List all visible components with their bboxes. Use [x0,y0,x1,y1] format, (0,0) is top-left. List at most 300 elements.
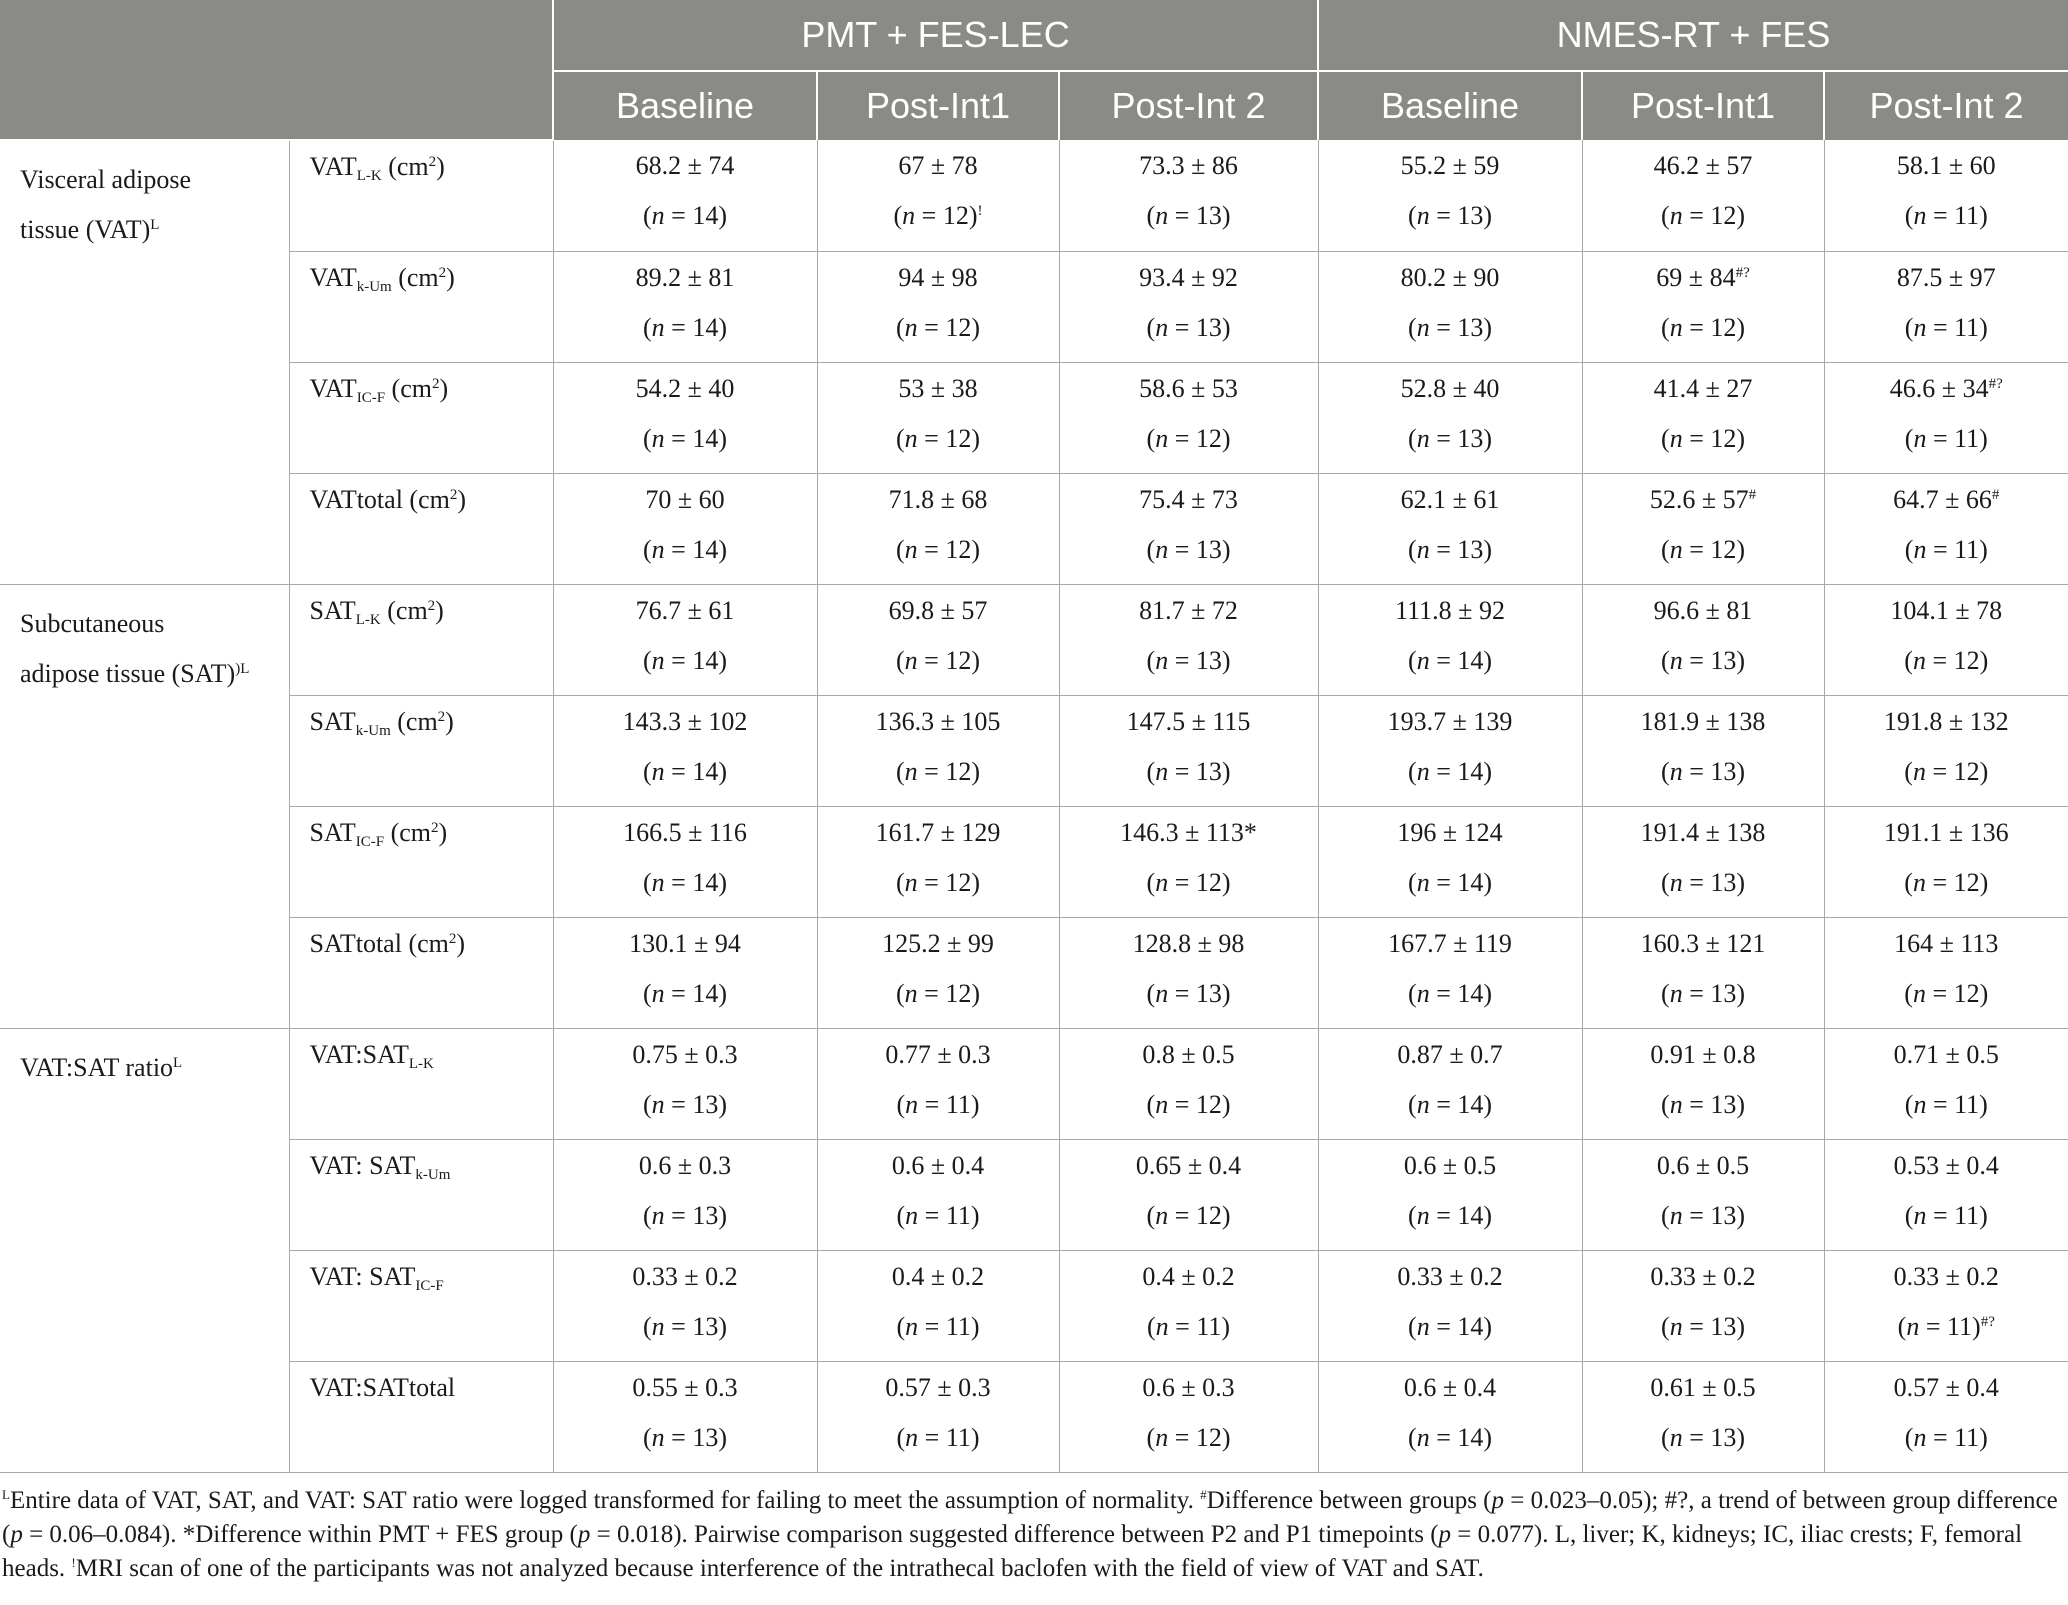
cell-n-value: = 12) [1925,978,1989,1008]
cell-n-open: ( [1146,978,1156,1008]
cell-value: 55.2 ± 59 [1400,151,1500,180]
cell-value: 41.4 ± 27 [1653,373,1753,403]
measure-unit-sup: 2 [438,264,447,281]
cell-value-line [1319,817,1582,847]
cell-n-symbol: n [651,1422,665,1452]
table-cell [553,806,817,917]
table-cell [1059,251,1318,362]
cell-n-value: = 14) [664,756,727,786]
table-cell [1824,362,2068,473]
cell-value-line [818,817,1059,847]
cell-value-line [1583,928,1824,958]
cell-value-line [1319,1261,1582,1291]
cell-value-line [818,151,1059,180]
table-cell [553,695,817,806]
table-cell [817,362,1059,473]
cell-value: 193.7 ± 139 [1387,706,1513,736]
cell-value-line [1060,928,1318,958]
cell-value-line [818,1261,1059,1291]
cell-value-line [818,373,1059,403]
cell-n-open: ( [1661,423,1670,453]
group-header-nmes: NMES-RT + FES [1318,0,2068,71]
cell-value: 58.6 ± 53 [1139,373,1238,403]
measure-unit-end: ) [436,152,445,181]
measure-label [289,473,553,584]
table-cell [1582,140,1824,251]
measure-base: VAT [309,373,357,403]
cell-n-open: ( [896,534,905,564]
cell-n-line [1825,978,2068,1008]
cell-n-symbol: n [1912,867,1926,897]
cell-n-symbol: n [651,534,665,564]
cell-n-open: ( [1408,1200,1417,1230]
cell-value: 166.5 ± 116 [623,817,747,847]
measure-sub: IC-F [355,833,385,850]
cell-n-open: ( [893,201,903,230]
category-label: Visceral adipose [20,165,191,194]
measure-sub: L-K [408,1055,434,1072]
cell-n-open: ( [1408,867,1417,897]
table-cell [817,806,1059,917]
cell-n-symbol: n [904,756,918,786]
cell-n-value: = 14) [1429,978,1493,1008]
measure-base: SAT [309,706,356,736]
cell-value: 70 ± 60 [645,484,725,514]
category-sup: L [173,1054,183,1071]
measure-sub: IC-F [356,389,386,406]
cell-value: 80.2 ± 90 [1400,262,1500,292]
table-cell [817,473,1059,584]
cell-n-value: = 12) [1925,867,1989,897]
cell-n-open: ( [1146,312,1156,342]
cell-n-open: ( [1904,423,1914,453]
cell-n-symbol: n [1669,1311,1683,1341]
table-row [0,1250,2068,1361]
table-row [0,917,2068,1028]
cell-value-line [554,1261,817,1291]
table-cell [1318,806,1582,917]
cell-value: 46.6 ± 34 [1889,373,1989,403]
column-header: Post-Int1 [817,71,1059,140]
cell-n-symbol: n [1416,1200,1430,1230]
cell-n-symbol: n [1906,1311,1920,1341]
cell-n-open: ( [1146,423,1156,453]
cell-value-line [1060,706,1318,736]
table-cell [1582,1139,1824,1250]
table-cell [1059,1139,1318,1250]
cell-value: 0.33 ± 0.2 [1650,1261,1756,1291]
cell-n-open: ( [1408,1311,1417,1341]
cell-value: 0.57 ± 0.3 [885,1372,991,1402]
measure-base: SAT [309,595,356,625]
cell-n-value: = 12) [917,423,980,453]
table-cell [1318,1139,1582,1250]
cell-n-value: = 11) [918,1089,980,1119]
cell-n-line [818,1311,1059,1341]
cell-n-symbol: n [1913,1200,1927,1230]
cell-value-line [1583,373,1824,403]
table-cell [1318,1361,1582,1472]
cell-n-line [1583,645,1824,675]
table-cell [1582,1361,1824,1472]
table-cell [553,251,817,362]
cell-n-symbol: n [1669,201,1683,230]
cell-n-symbol: n [651,1200,665,1230]
cell-value: 128.8 ± 98 [1132,928,1245,958]
table-cell [1059,362,1318,473]
cell-value-line [818,484,1059,514]
category-sup: L [150,217,160,233]
cell-n-open: ( [1408,756,1417,786]
table-cell [817,251,1059,362]
measure-unit-end: ) [456,928,466,958]
category-label: VAT:SAT ratio [20,1052,174,1082]
cell-n-value: = 14) [1429,1422,1493,1452]
cell-n-value: = 13) [1682,1089,1746,1119]
cell-n-line [1825,867,2068,897]
category-label: adipose tissue (SAT) [20,658,236,688]
cell-value: 94 ± 98 [898,262,978,292]
cell-value-line [818,928,1059,958]
cell-n-symbol: n [1669,1422,1683,1452]
cell-value: 96.6 ± 81 [1653,595,1753,625]
measure-unit: (cm [401,928,449,958]
cell-value-line [1825,262,2068,292]
cell-value-line [1319,928,1582,958]
cell-n-open: ( [896,1422,906,1452]
cell-n-open: ( [1904,534,1914,564]
cell-value-line [554,1039,817,1069]
cell-value-line [818,595,1059,625]
cell-value: 46.2 ± 57 [1653,151,1753,180]
measure-unit: (cm [381,152,429,181]
cell-n-line [1583,756,1824,786]
measure-base: VAT [309,262,357,292]
cell-n-value: = 12) [1168,1200,1231,1230]
cell-value: 68.2 ± 74 [635,151,735,180]
footnote-marker: # [1200,1487,1207,1502]
table-cell [1824,251,2068,362]
cell-n-symbol: n [1669,756,1683,786]
cell-value: 0.53 ± 0.4 [1893,1150,1999,1180]
table-cell [817,1028,1059,1139]
cell-n-open: ( [643,312,652,342]
table-cell [1318,473,1582,584]
cell-n-symbol: n [1669,312,1683,342]
measure-unit-sup: 2 [427,597,436,614]
cell-value: 69 ± 84 [1656,262,1736,292]
cell-value-line [1583,1372,1824,1402]
measure-base: SAT [309,817,356,847]
table-cell [553,1028,817,1139]
table-cell [1582,806,1824,917]
cell-n-symbol: n [1416,978,1430,1008]
cell-n-value: = 13) [1682,1422,1746,1452]
cell-n-symbol: n [905,1200,919,1230]
cell-n-symbol: n [651,423,665,453]
cell-n-value: = 12) [1925,756,1989,786]
cell-n-open: ( [643,201,652,230]
cell-n-open: ( [643,645,652,675]
cell-value-line [1060,1039,1318,1069]
footnote-text: = 0.023–0.05); #?, a trend of between group difference ( [2,1487,2058,1548]
cell-value-line [1319,595,1582,625]
footnote-p: p [10,1521,23,1548]
cell-n-line [818,534,1059,564]
cell-value: 130.1 ± 94 [629,928,741,958]
cell-n-value: = 12) [1168,1089,1231,1119]
cell-n-line [818,645,1059,675]
cell-value-line [1825,484,2068,514]
cell-n-value: = 14) [1429,1311,1493,1341]
group-header-pmt: PMT + FES-LEC [553,0,1318,71]
cell-value-line [1825,151,2068,180]
table-cell [553,362,817,473]
measure-unit-end: ) [439,373,449,403]
cell-n-symbol: n [1416,1311,1430,1341]
cell-value: 0.33 ± 0.2 [632,1261,738,1291]
cell-n-value: = 13) [1429,534,1493,564]
measure-base: VAT:SAT [309,1039,409,1069]
cell-n-symbol: n [1669,867,1683,897]
measure-label [289,1139,553,1250]
cell-n-open: ( [1408,1089,1417,1119]
cell-value-line [1060,373,1318,403]
measure-unit: (cm [391,262,439,292]
cell-n-symbol: n [1416,534,1430,564]
cell-value: 0.6 ± 0.4 [1403,1372,1497,1402]
cell-n-value: = 11) [918,1200,980,1230]
cell-n-open: ( [1904,1089,1914,1119]
measure-base: VAT [309,152,357,181]
table-cell [1059,1028,1318,1139]
cell-value-line [554,595,817,625]
cell-n-open: ( [896,1311,906,1341]
cell-n-value: = 12) [1682,312,1746,342]
cell-n-line [818,867,1059,897]
cell-n-open: ( [1661,978,1670,1008]
cell-value-sup: #? [1735,264,1750,281]
cell-n-line [554,645,817,675]
cell-value: 104.1 ± 78 [1890,595,2003,625]
column-header: Post-Int1 [1582,71,1824,140]
cell-n-line [1825,1311,2068,1341]
cell-n-line [1583,1311,1824,1341]
cell-n-sup: #? [1980,1313,1995,1330]
cell-value: 0.87 ± 0.7 [1397,1039,1503,1069]
cell-n-value: = 13) [1168,756,1231,786]
cell-value: 73.3 ± 86 [1139,151,1238,180]
table-cell [1059,1250,1318,1361]
cell-n-line [1319,867,1582,897]
table-cell [1824,1361,2068,1472]
measure-label [289,1361,553,1472]
cell-value-line [818,1372,1059,1402]
table-cell [1582,695,1824,806]
cell-value-line [818,706,1059,736]
measure-label [289,362,553,473]
cell-n-line [1060,867,1318,897]
cell-value: 64.7 ± 66 [1893,484,1992,514]
cell-value: 0.61 ± 0.5 [1650,1372,1756,1402]
cell-value: 161.7 ± 129 [875,817,1001,847]
cell-value-line [1060,595,1318,625]
cell-value: 147.5 ± 115 [1126,706,1251,736]
cell-n-value: = 13) [1168,312,1231,342]
cell-n-symbol: n [1155,756,1169,786]
cell-n-value: = 12) [1925,645,1989,675]
table-cell [1582,251,1824,362]
cell-n-line [554,978,817,1008]
cell-n-symbol: n [1155,1089,1169,1119]
measure-unit: (cm [380,595,428,625]
cell-n-open: ( [1146,756,1156,786]
cell-n-value: = 14) [664,534,727,564]
cell-n-line [554,201,817,230]
cell-n-value: = 12) [917,645,980,675]
cell-n-value: = 12) [917,534,980,564]
cell-n-value: = 11) [1926,1200,1988,1230]
cell-n-line [1060,645,1318,675]
table-cell [1059,584,1318,695]
cell-value-line [1060,151,1318,180]
cell-n-line [1825,1089,2068,1119]
cell-n-line [818,423,1059,453]
cell-n-line [1060,201,1318,230]
cell-n-line [1319,534,1582,564]
cell-value: 58.1 ± 60 [1896,151,1996,180]
cell-value-line [1825,706,2068,736]
cell-n-value: = 14) [664,867,727,897]
cell-value-line [1825,1150,2068,1180]
cell-n-symbol: n [905,1089,919,1119]
cell-n-line [1583,978,1824,1008]
measure-base: VAT:SATtotal [309,1372,456,1402]
cell-n-open: ( [643,423,652,453]
cell-value-line [1060,484,1318,514]
cell-value: 0.4 ± 0.2 [891,1261,985,1291]
cell-value-line [554,817,817,847]
column-header: Post-Int 2 [1824,71,2068,140]
cell-n-line [1825,645,2068,675]
cell-n-line [818,201,1059,230]
cell-n-open: ( [1661,1422,1670,1452]
cell-value: 0.65 ± 0.4 [1135,1150,1242,1180]
cell-n-line [1583,1422,1824,1452]
cell-n-symbol: n [651,978,665,1008]
cell-value-sup: #? [1988,375,2003,392]
table-cell [817,917,1059,1028]
cell-value-line [1825,817,2068,847]
cell-n-symbol: n [1155,645,1169,675]
cell-n-symbol: n [1416,1422,1430,1452]
table-cell [1059,473,1318,584]
cell-n-line [1583,867,1824,897]
cell-value-line [1319,262,1582,292]
cell-n-open: ( [643,1422,652,1452]
cell-n-line [818,312,1059,342]
cell-n-symbol: n [1416,201,1430,230]
table-body [0,140,2068,1472]
measure-sub: L-K [355,611,381,628]
cell-value: 0.8 ± 0.5 [1142,1039,1235,1069]
cell-value: 0.6 ± 0.3 [638,1150,732,1180]
cell-n-value: = 13) [1168,201,1231,230]
cell-n-open: ( [643,867,652,897]
table-row [0,584,2068,695]
cell-n-open: ( [896,756,905,786]
cell-value-line [818,1150,1059,1180]
cell-n-line [1319,756,1582,786]
cell-value: 0.91 ± 0.8 [1650,1039,1756,1069]
cell-value: 81.7 ± 72 [1139,595,1238,625]
cell-n-line [1060,1089,1318,1119]
cell-n-symbol: n [1416,867,1430,897]
cell-n-open: ( [643,534,652,564]
cell-n-value: = 11) [1926,201,1988,230]
table-cell [1824,1028,2068,1139]
cell-n-value: = 13) [1682,1311,1746,1341]
cell-value-line [1583,1039,1824,1069]
cell-n-value: = 13) [1682,1200,1746,1230]
cell-n-open: ( [1661,534,1670,564]
cell-n-symbol: n [651,1089,665,1119]
cell-n-value: = 13) [1682,645,1746,675]
cell-n-value: = 11) [1919,1311,1981,1341]
table-cell [1824,1250,2068,1361]
table-row [0,251,2068,362]
measure-unit-sup: 2 [448,930,457,947]
cell-n-line [1319,978,1582,1008]
table-cell [1582,1250,1824,1361]
cell-n-open: ( [1146,1089,1156,1119]
cell-n-open: ( [896,1089,906,1119]
cell-value-line [1583,1261,1824,1291]
cell-n-value: = 13) [1168,534,1231,564]
cell-n-value: = 14) [664,645,727,675]
cell-n-symbol: n [1155,534,1169,564]
cell-n-open: ( [1408,1422,1417,1452]
measure-label [289,806,553,917]
cell-n-open: ( [1661,201,1670,230]
cell-n-symbol: n [651,1311,665,1341]
cell-n-open: ( [1147,1311,1156,1341]
cell-n-value: = 13) [1429,423,1493,453]
cell-value: 0.6 ± 0.4 [891,1150,985,1180]
measure-sub: k-Um [415,1166,451,1183]
table-cell [817,695,1059,806]
cell-value-line [1319,151,1582,180]
table-row [0,806,2068,917]
table-row [0,473,2068,584]
cell-value-line [554,373,817,403]
cell-n-symbol: n [1155,423,1169,453]
cell-n-line [1319,645,1582,675]
cell-value-line [1825,595,2068,625]
cell-n-line [1825,534,2068,564]
table-cell [553,473,817,584]
table-cell [1824,140,2068,251]
cell-n-line [1060,1200,1318,1230]
cell-n-open: ( [643,1089,652,1119]
cell-n-value: = 14) [1429,756,1493,786]
cell-n-value: = 11) [1926,1089,1988,1119]
cell-n-value: = 12) [1682,534,1746,564]
cell-value-line [1060,1261,1318,1291]
cell-n-open: ( [1146,645,1156,675]
cell-n-open: ( [643,1200,652,1230]
cell-n-symbol: n [1155,867,1169,897]
